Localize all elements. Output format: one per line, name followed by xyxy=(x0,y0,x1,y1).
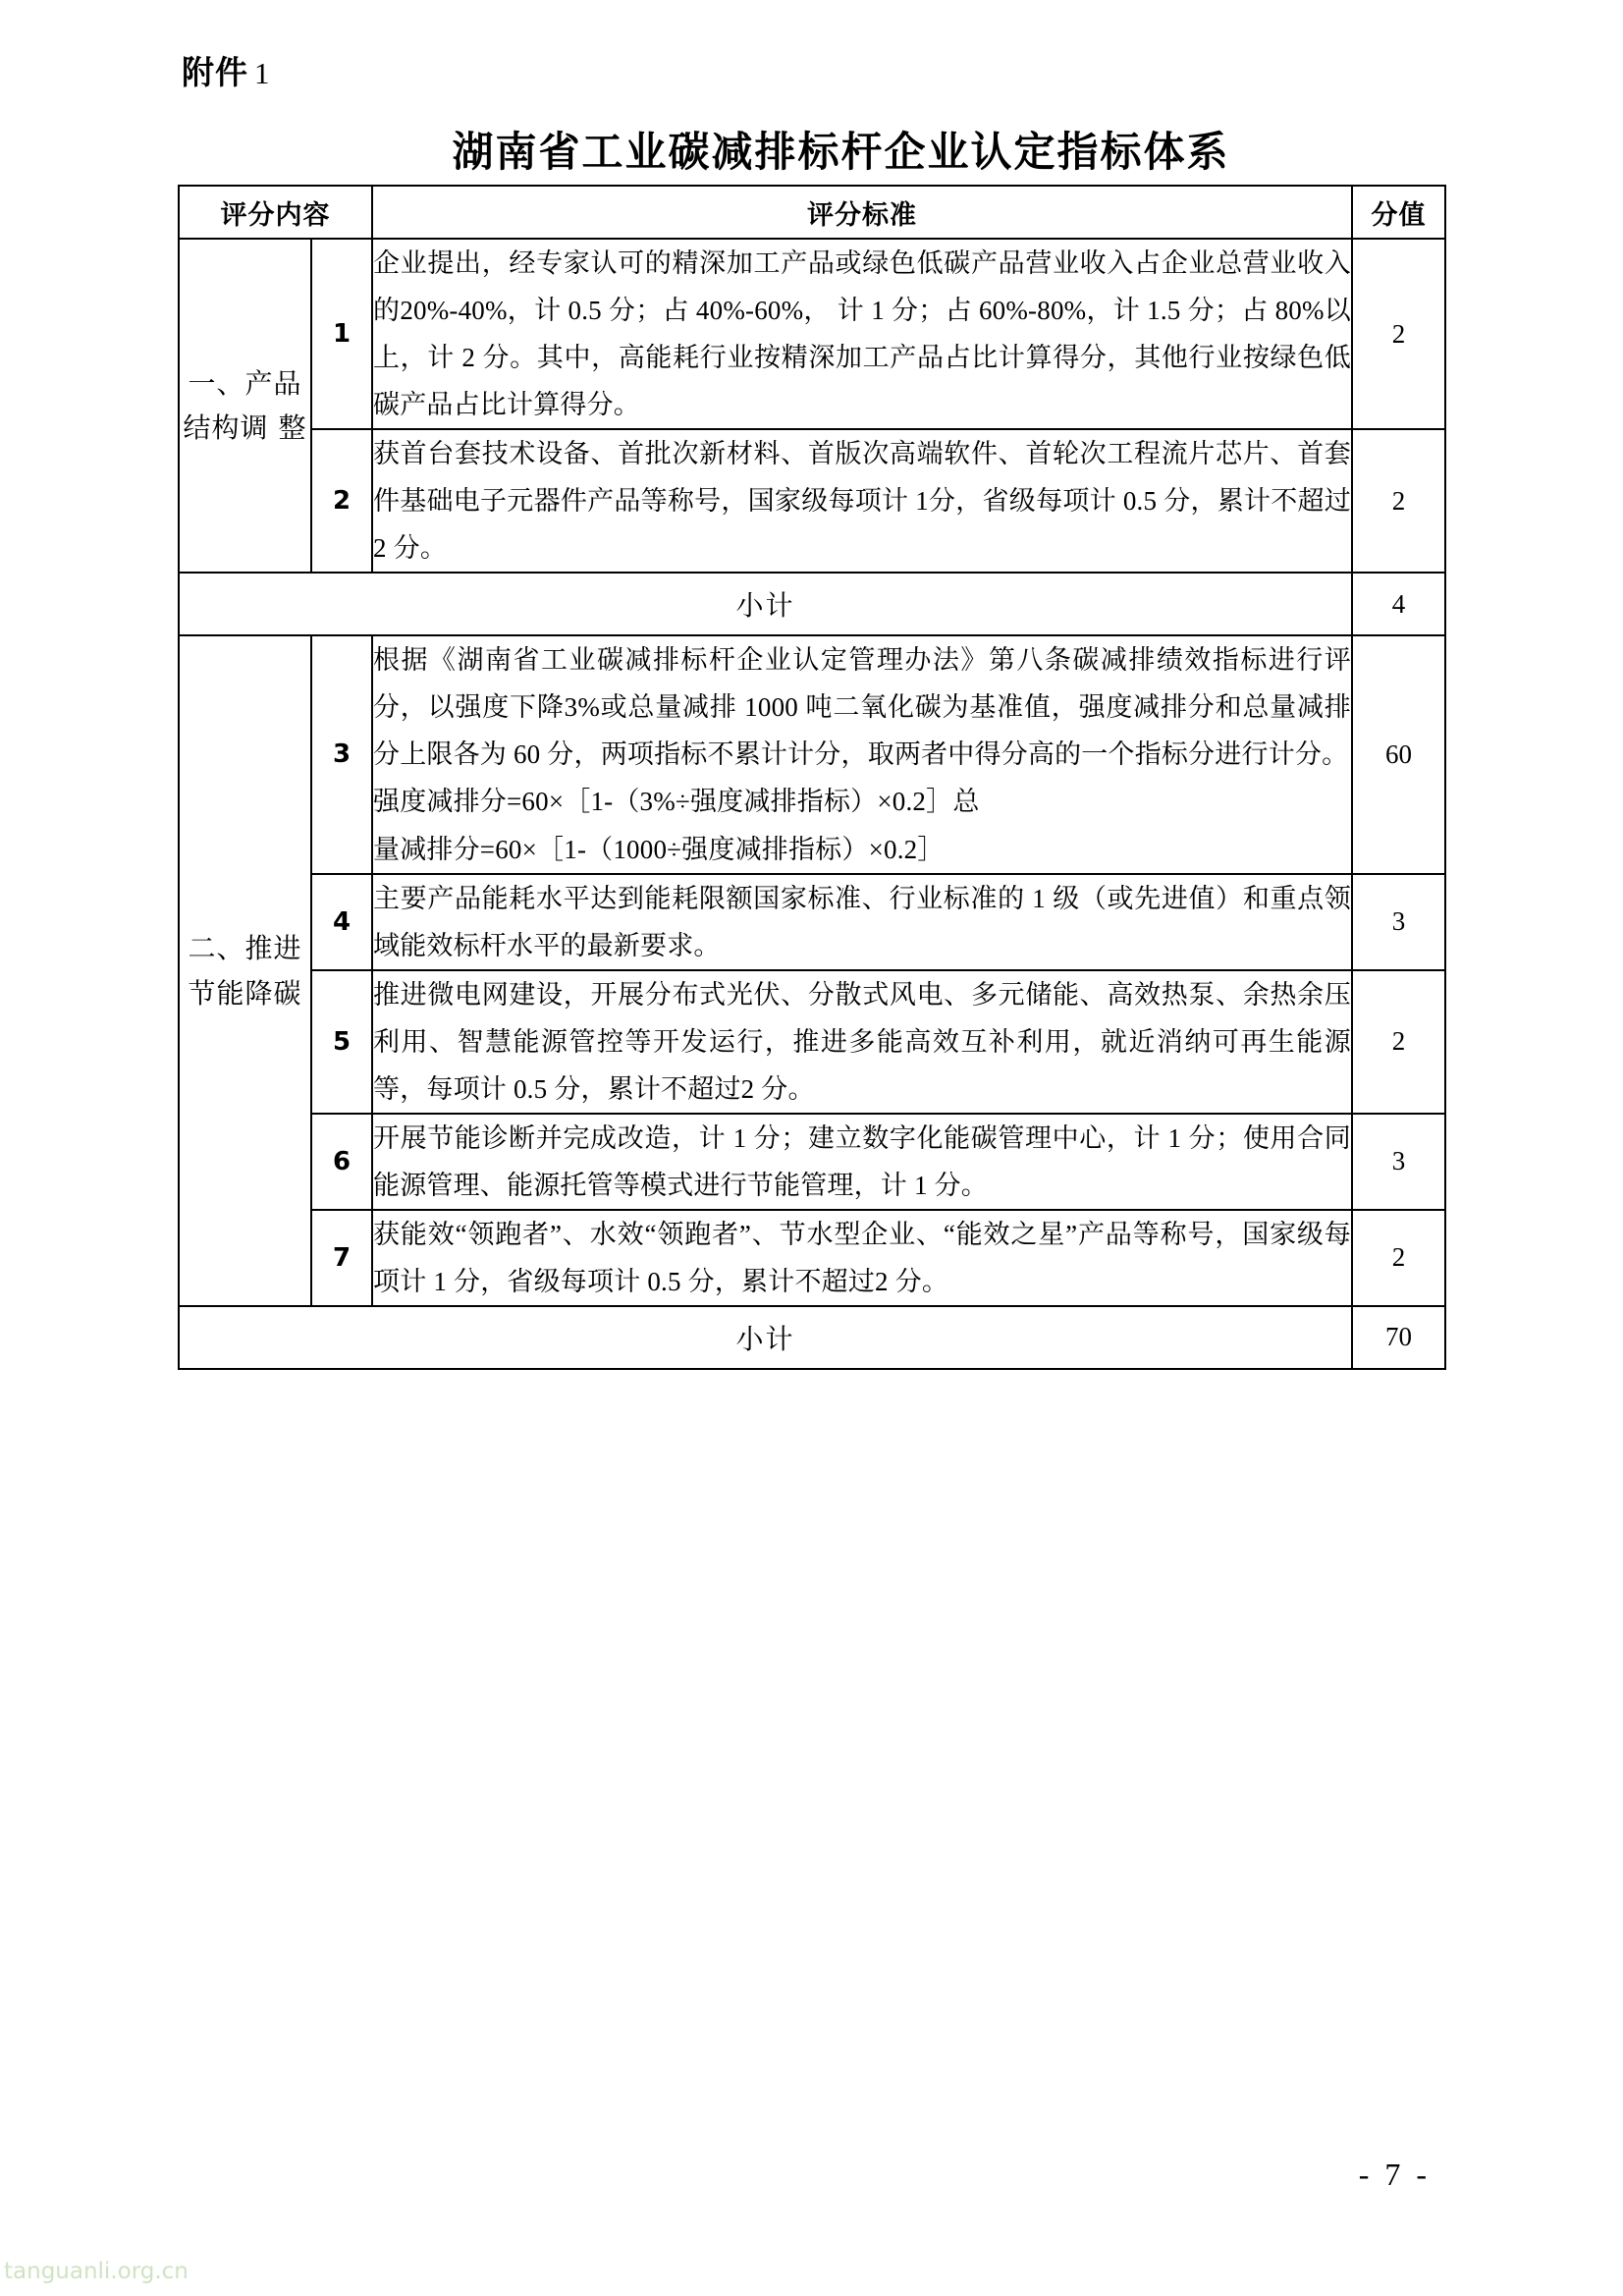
subtotal-value: 4 xyxy=(1352,573,1445,635)
score-cell: 3 xyxy=(1352,874,1445,970)
formula-line-2: 量减排分=60×［1-（1000÷强度减排指标）×0.2］ xyxy=(373,834,945,864)
row-number: 5 xyxy=(311,970,372,1114)
watermark: tanguanli.org.cn xyxy=(4,2259,189,2284)
criteria-cell: 获首台套技术设备、首批次新材料、首版次高端软件、首轮次工程流片芯片、首套件基础电子元器件产品等称号，国家级每项计 1分，省级每项计 0.5 分，累计不超过2 分。 xyxy=(372,429,1352,573)
score-cell: 3 xyxy=(1352,1114,1445,1210)
criteria-cell: 企业提出，经专家认可的精深加工产品或绿色低碳产品营业收入占企业总营业收入的20%-40%，计 0.5 分；占 40%-60%， 计 1 分；占 60%-80%，计 1.5 分；占 80%以上，计 2 分。其中，高能耗行业按精深加工产品占比计算得分，其他行业按绿色低碳产品占比计算得分。 xyxy=(372,239,1352,429)
criteria-cell: 推进微电网建设，开展分布式光伏、分散式风电、多元储能、高效热泵、余热余压利用、智慧能源管控等开发运行，推进多能高效互补利用，就近消纳可再生能源等，每项计 0.5 分，累计不超过2 分。 xyxy=(372,970,1352,1114)
criteria-cell: 获能效“领跑者”、水效“领跑者”、节水型企业、“能效之星”产品等称号，国家级每项计 1 分，省级每项计 0.5 分，累计不超过2 分。 xyxy=(372,1210,1352,1306)
subtotal-label: 小计 xyxy=(179,573,1352,635)
subtotal-value: 70 xyxy=(1352,1306,1445,1369)
attachment-number: 1 xyxy=(254,56,271,90)
table-row xyxy=(179,1114,1445,1210)
page-number: - 7 - xyxy=(1358,2157,1431,2192)
row-number: 2 xyxy=(311,429,372,573)
criteria-text: 根据《湖南省工业碳减排标杆企业认定管理办法》第八条碳减排绩效指标进行评分，以强度下降3%或总量减排 1000 吨二氧化碳为基准值，强度减排分和总量减排分上限各为 60 分，两项指标不累计计分，取两者中得分高的一个指标分进行计分。 xyxy=(373,645,1351,770)
table-row xyxy=(179,635,1445,873)
subtotal-row xyxy=(179,573,1445,635)
row-number: 1 xyxy=(311,239,372,429)
criteria-cell xyxy=(372,635,1352,873)
header-criteria: 评分标准 xyxy=(372,186,1352,239)
header-category: 评分内容 xyxy=(179,186,372,239)
category-cell-2: 二、推进节能降碳 xyxy=(179,635,311,1306)
attachment-label xyxy=(182,47,271,93)
table-row xyxy=(179,1210,1445,1306)
table-row xyxy=(179,874,1445,970)
row-number: 7 xyxy=(311,1210,372,1306)
score-cell: 2 xyxy=(1352,1210,1445,1306)
subtotal-row xyxy=(179,1306,1445,1369)
header-score: 分值 xyxy=(1352,186,1445,239)
table-row xyxy=(179,429,1445,573)
scoring-indicator-table xyxy=(178,185,1446,1370)
row-number: 6 xyxy=(311,1114,372,1210)
score-cell: 2 xyxy=(1352,970,1445,1114)
row-number: 3 xyxy=(311,635,372,873)
criteria-cell: 主要产品能耗水平达到能耗限额国家标准、行业标准的 1 级（或先进值）和重点领域能效标杆水平的最新要求。 xyxy=(372,874,1352,970)
page-title: 湖南省工业碳减排标杆企业认定指标体系 xyxy=(452,128,1230,176)
formula-line-1: 强度减排分=60×［1-（3%÷强度减排指标）×0.2］总 xyxy=(373,787,980,817)
subtotal-label: 小计 xyxy=(179,1306,1352,1369)
score-cell: 2 xyxy=(1352,239,1445,429)
score-cell: 60 xyxy=(1352,635,1445,873)
category-cell-1: 一、产品结构调 整 xyxy=(179,239,311,573)
table-row xyxy=(179,970,1445,1114)
table-row xyxy=(179,239,1445,429)
row-number: 4 xyxy=(311,874,372,970)
criteria-cell: 开展节能诊断并完成改造，计 1 分；建立数字化能碳管理中心，计 1 分；使用合同能源管理、能源托管等模式进行节能管理，计 1 分。 xyxy=(372,1114,1352,1210)
score-cell: 2 xyxy=(1352,429,1445,573)
table-header-row xyxy=(179,186,1445,239)
attachment-label-text: 附件 xyxy=(182,53,248,91)
